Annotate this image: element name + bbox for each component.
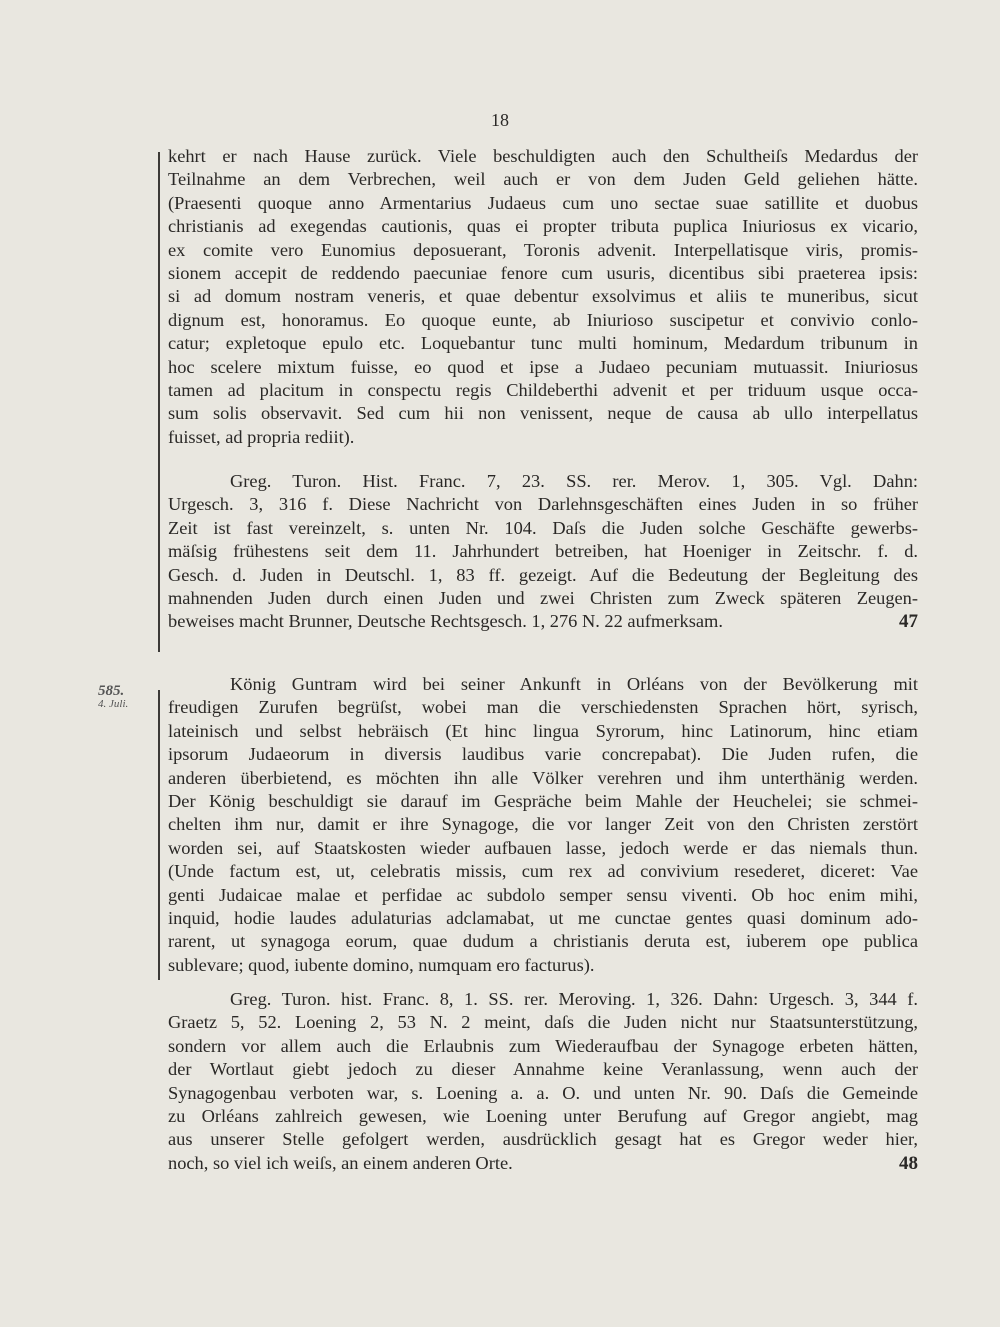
entry-48-notes xyxy=(168,988,918,1175)
text-line: catur; expletoque epulo etc. Loquebantur tunc multi hominum, Medardum tribunum in xyxy=(168,333,918,354)
document-number: 47 xyxy=(899,611,918,633)
page-number: 18 xyxy=(491,110,509,130)
text-line: si ad domum nostram veneris, et quae debentur exsolvimus et aliis te muneribus, sicut xyxy=(168,286,918,307)
text-line: chelten ihm nur, damit er ihre Synagoge, die vor langer Zeit von den Christen zerstört xyxy=(168,814,918,835)
text-line: genti Judaicae malae et perfidae ac subdolo semper sensu viventi. Ob hoc enim mihi, xyxy=(168,884,918,905)
note-line: Graetz 5, 52. Loening 2, 53 N. 2 meint, daſs die Juden nicht nur Staatsunterstützung, xyxy=(168,1012,918,1033)
text-line: Teilnahme an dem Verbrechen, weil auch er von dem Juden Geld geliehen hätte. xyxy=(168,169,918,190)
note-line: aus unserer Stelle gefolgert werden, ausdrücklich gesagt hat es Gregor weder hier, xyxy=(168,1129,918,1150)
entry-48-body xyxy=(168,673,918,977)
note-line: Zeit ist fast vereinzelt, s. unten Nr. 104. Daſs die Juden solche Geschäfte gewerbs- xyxy=(168,517,918,538)
note-line: Urgesch. 3, 316 f. Diese Nachricht von Darlehnsgeschäften eines Juden in so früher xyxy=(168,494,918,515)
marginal-date-year: 585. xyxy=(98,683,125,699)
text-line: (Unde factum est, ut, celebratis missis, cum rex ad convivium resederet, diceret: Vae xyxy=(168,861,918,882)
note-line: zu Orléans zahlreich gewesen, wie Loening unter Berufung auf Gregor angiebt, mag xyxy=(168,1105,918,1126)
text-line: sum solis observavit. Sed cum hii non venissent, neque de causa ab ullo interpellatus xyxy=(168,403,918,424)
text-line: fuisset, ad propria rediit). xyxy=(168,426,355,447)
note-line: Synagogenbau verboten war, s. Loening a. a. O. und unten Nr. 90. Daſs die Gemeinde xyxy=(168,1082,918,1103)
text-line: ex comite vero Eunomius deposuerant, Toronis advenit. Interpellatisque viris, promis- xyxy=(168,239,918,260)
text-line: König Guntram wird bei seiner Ankunft in Orléans von der Bevölkerung mit xyxy=(230,674,918,694)
entry-47-notes xyxy=(168,470,918,634)
text-line: (Praesenti quoque anno Armentarius Judaeus cum uno sectae suae satillite et duobus xyxy=(168,192,918,213)
note-line: beweises macht Brunner, Deutsche Rechtsgesch. 1, 276 N. 22 aufmerksam. xyxy=(168,611,723,632)
text-line: lateinisch und selbst hebräisch (Et hinc lingua Syrorum, hinc Latinorum, hinc etiam xyxy=(168,720,918,741)
note-line: noch, so viel ich weiſs, an einem anderen Orte. xyxy=(168,1152,513,1173)
note-last-line xyxy=(168,1152,918,1175)
note-line: mäſsig frühestens seit dem 11. Jahrhundert betreiben, hat Hoeniger in Zeitschr. f. d. xyxy=(168,541,918,562)
note-line: Greg. Turon. Hist. Franc. 7, 23. SS. rer. Merov. 1, 305. Vgl. Dahn: xyxy=(230,471,918,491)
text-line: kehrt er nach Hause zurück. Viele beschuldigten auch den Schultheiſs Medardus der xyxy=(168,146,918,166)
text-line: dignum est, honoramus. Eo quoque eunte, ab Iniurioso suscipetur et convivio conlo- xyxy=(168,309,918,330)
note-last-line xyxy=(168,610,918,633)
text-line: sublevare; quod, iubente domino, numquam ero facturus). xyxy=(168,954,595,975)
text-line: worden sei, auf Staatskosten wieder aufbauen lasse, jedoch werde er das niemals thun. xyxy=(168,837,918,858)
note-line: Greg. Turon. hist. Franc. 8, 1. SS. rer. Meroving. 1, 326. Dahn: Urgesch. 3, 344 f. xyxy=(230,989,918,1009)
document-number: 48 xyxy=(899,1152,918,1174)
text-line: tamen ad placitum in conspectu regis Childeberthi advenit et per triduum usque occa- xyxy=(168,379,918,400)
text-line: inquid, hodie laudes adulaturias adclamabat, ut me cunctae gentes quasi dominum ado- xyxy=(168,907,918,928)
margin-rule-bottom xyxy=(158,690,160,980)
text-line: rarent, ut synagoga eorum, quae dudum a christianis deruta est, iuberem ope publica xyxy=(168,931,918,952)
note-line: Gesch. d. Juden in Deutschl. 1, 83 ff. gezeigt. Auf die Bedeutung der Begleitung des xyxy=(168,564,918,585)
text-line: Der König beschuldigt sie darauf im Gespräche beim Mahle der Heuchelei; sie schmei- xyxy=(168,790,918,811)
text-line: sionem accepit de reddendo paecuniae fenore cum usuris, dicentibus sibi praeterea ipsis: xyxy=(168,262,918,283)
text-line: anderen überbietend, es möchten ihn alle Völker verehren und ihm unterthänig werden. xyxy=(168,767,918,788)
text-line: freudigen Zurufen begrüſst, wobei man die verschiedensten Sprachen hört, syrisch, xyxy=(168,697,918,718)
entry-47-body xyxy=(168,145,918,449)
text-line: hoc scelere mixtum fuisse, eo quod et ipse a Judaeo pecuniam mutuassit. Iniuriosus xyxy=(168,356,918,377)
note-line: mahnenden Juden durch einen Juden und zwei Christen zum Zweck späteren Zeugen- xyxy=(168,587,918,608)
text-line: christianis ad exegendas cautionis, quas ei propter tributa puplica Iniuriosus ex vicario, xyxy=(168,216,918,237)
note-line: sondern vor allem auch die Erlaubnis zum Wiederaufbau der Synagoge erbeten hätten, xyxy=(168,1035,918,1056)
margin-rule-top xyxy=(158,152,160,652)
text-line: ipsorum Judaeorum in diversis laudibus varie concrepabat). Die Juden rufen, die xyxy=(168,744,918,765)
note-line: der Wortlaut giebt jedoch zu dieser Annahme keine Veranlassung, wenn auch der xyxy=(168,1059,918,1080)
marginal-date-day: 4. Juli. xyxy=(98,698,129,710)
